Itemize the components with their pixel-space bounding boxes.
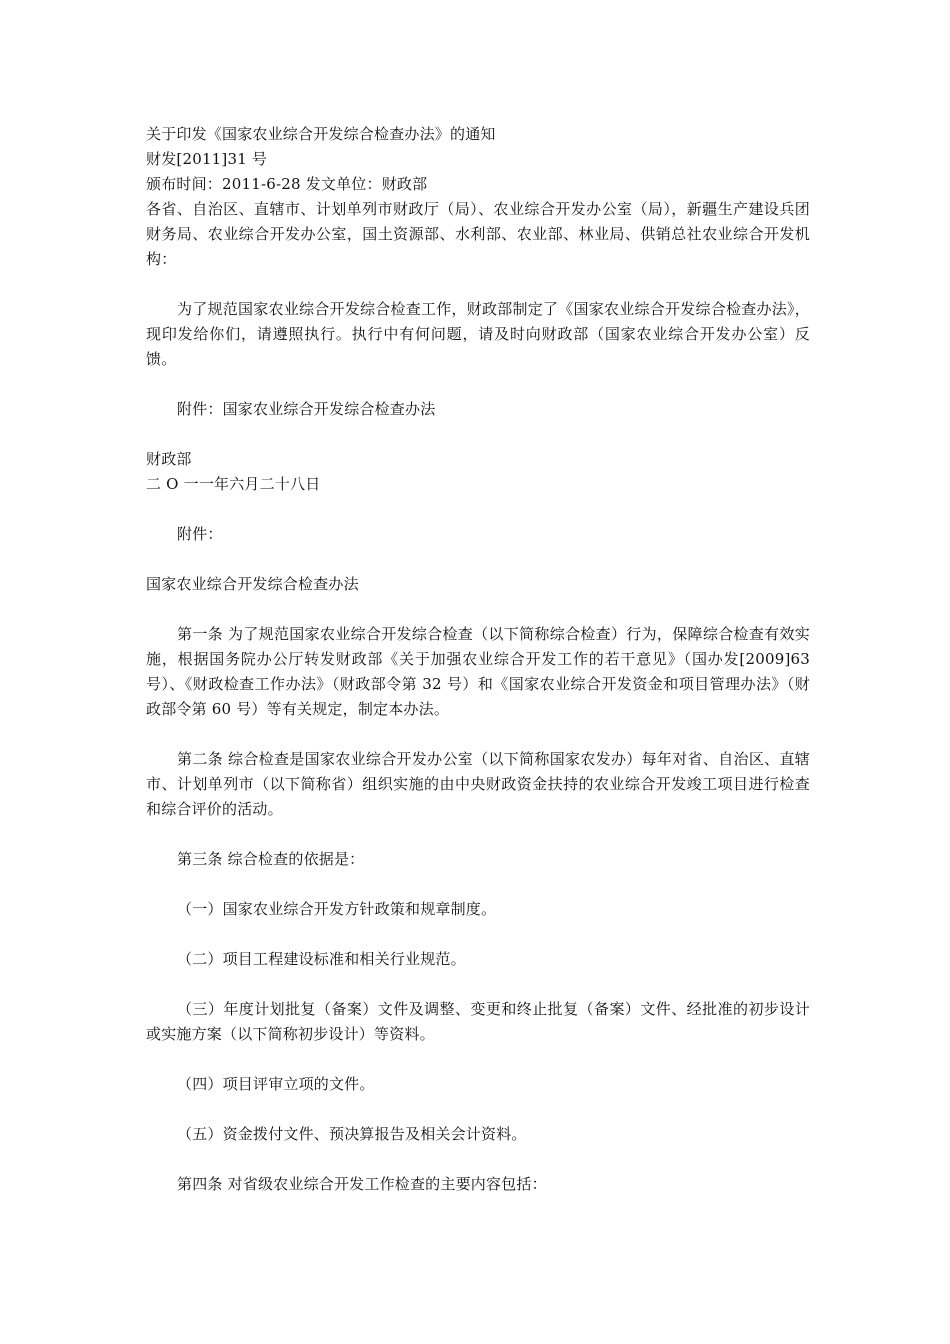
intro-paragraph: 为了规范国家农业综合开发综合检查工作，财政部制定了《国家农业综合开发综合检查办法》，现印发给你们，请遵照执行。执行中有何问题，请及时向财政部（国家农业综合开发办公室）反馈。 — [146, 300, 810, 368]
article-3-item-4: （四）项目评审立项的文件。 — [177, 1075, 375, 1093]
measure-title: 国家农业综合开发综合检查办法 — [146, 575, 359, 593]
article-3-item-1: （一）国家农业综合开发方针政策和规章制度。 — [177, 900, 497, 918]
article-2: 第二条 综合检查是国家农业综合开发办公室（以下简称国家农发办）每年对省、自治区、直辖市、计划单列市（以下简称省）组织实施的由中央财政资金扶持的农业综合开发竣工项目进行检查和综合评价的活动。 — [146, 750, 810, 818]
document-number: 财发[2011]31 号 — [146, 150, 268, 168]
article-3-item-2: （二）项目工程建设标准和相关行业规范。 — [177, 950, 466, 968]
document-title: 关于印发《国家农业综合开发综合检查办法》的通知 — [146, 125, 496, 143]
document-body — [146, 122, 810, 1197]
signature-date: 二 O 一一年六月二十八日 — [146, 475, 321, 493]
article-3-item-5: （五）资金拨付文件、预决算报告及相关会计资料。 — [177, 1125, 527, 1143]
attachment-note: 附件：国家农业综合开发综合检查办法 — [177, 400, 436, 418]
article-1: 第一条 为了规范国家农业综合开发综合检查（以下简称综合检查）行为，保障综合检查有效实施，根据国务院办公厅转发财政部《关于加强农业综合开发工作的若干意见》（国办发[2009]63 号）、《财政检查工作办法》（财政部令第 32 号）和《国家农业综合开发资金和项目管理办法》（财政部令第 60 号）等有关规定，制定本办法。 — [146, 625, 810, 718]
article-3-item-3: （三）年度计划批复（备案）文件及调整、变更和终止批复（备案）文件、经批准的初步设计或实施方案（以下简称初步设计）等资料。 — [146, 1000, 810, 1043]
article-4: 第四条 对省级农业综合开发工作检查的主要内容包括： — [177, 1175, 547, 1193]
recipients-paragraph: 各省、自治区、直辖市、计划单列市财政厅（局）、农业综合开发办公室（局），新疆生产建设兵团财务局、农业综合开发办公室，国土资源部、水利部、农业部、林业局、供销总社农业综合开发机构： — [146, 200, 810, 268]
signature-org: 财政部 — [146, 450, 192, 468]
attachment-label: 附件： — [177, 525, 223, 543]
article-3: 第三条 综合检查的依据是： — [177, 850, 365, 868]
issue-info: 颁布时间：2011-6-28 发文单位：财政部 — [146, 175, 428, 193]
